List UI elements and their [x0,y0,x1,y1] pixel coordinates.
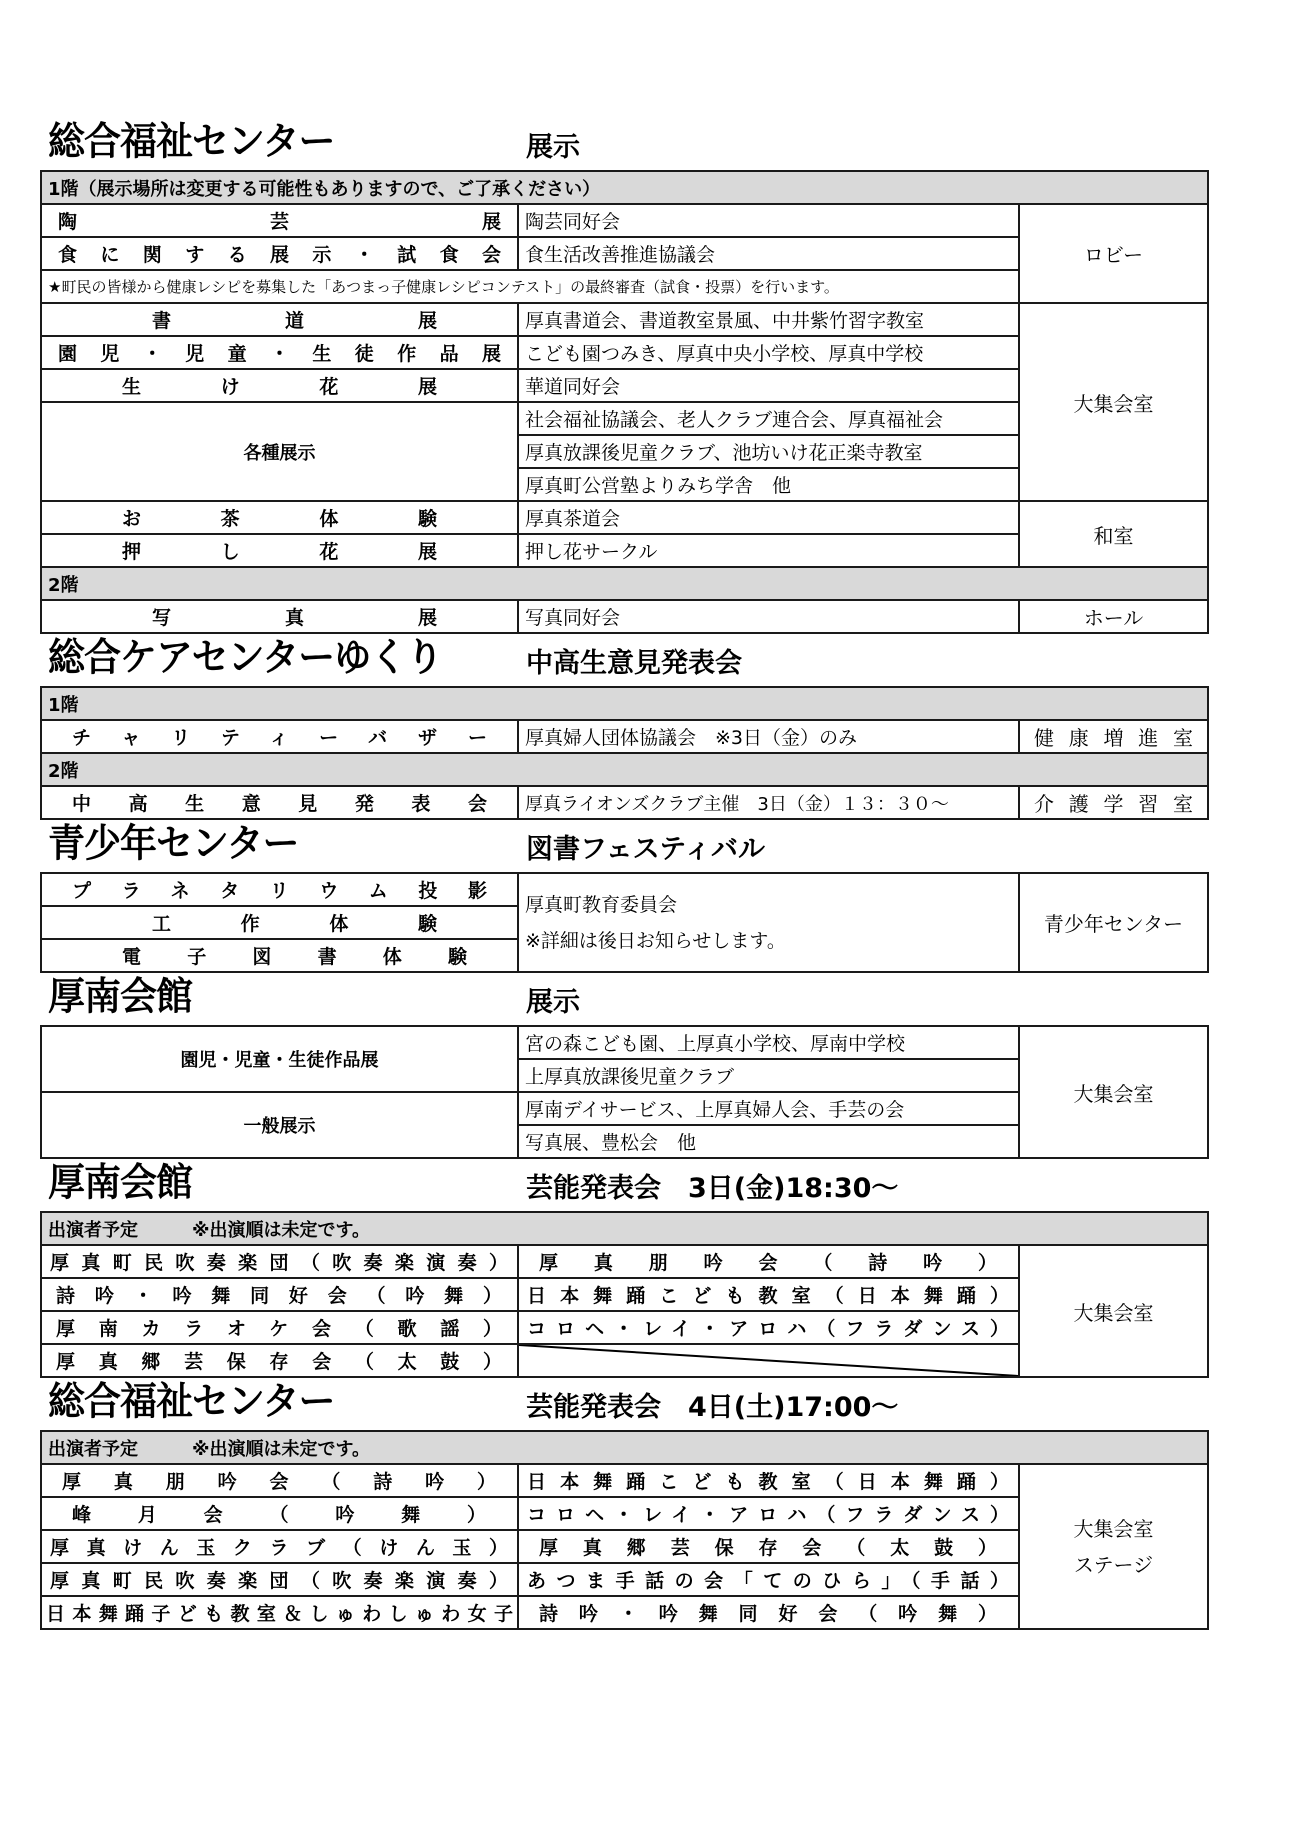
exhibit-org: 厚真茶道会 [518,501,1019,534]
welfare-performance-table [40,1430,1209,1630]
performer: コロヘ・レイ・アロハ（フラダンス） [518,1497,1019,1530]
exhibit-room: 青少年センター [1019,873,1208,972]
room-line: ステージ [1073,1552,1154,1577]
konan-performance-table [40,1211,1209,1378]
empty-slot [518,1344,1019,1377]
section-header [40,118,1207,170]
exhibit-room: ロビー [1019,204,1208,303]
performer: 厚真町民吹奏楽団（吹奏楽演奏） [41,1245,518,1278]
section-header [40,1159,1207,1211]
exhibit-org [518,873,1019,972]
performer: 厚真郷芸保存会（太鼓） [41,1344,518,1377]
exhibit-name: 電子図書体験 [41,939,518,972]
exhibit-room: 大集会室 [1019,1026,1208,1158]
exhibit-table [40,170,1209,634]
exhibit-name: 中高生意見発表会 [41,786,518,819]
performer: 厚真朋吟会（詩吟） [41,1464,518,1497]
exhibit-room: 健康増進室 [1019,720,1208,753]
section-header [40,634,1207,686]
exhibit-room: ホール [1019,600,1208,633]
exhibit-name: 一般展示 [41,1092,518,1158]
performers-label: 出演者予定 ※出演順は未定です。 [41,1212,1208,1245]
exhibit-name: 園児・児童・生徒作品展 [41,1026,518,1092]
performer: あつま手話の会「てのひら」（手話） [518,1563,1019,1596]
exhibit-org: 食生活改善推進協議会 [518,237,1019,270]
care-center-table [40,686,1209,820]
performer: 峰月会（吟舞） [41,1497,518,1530]
exhibit-room: 介護学習室 [1019,786,1208,819]
exhibit-org: 写真同好会 [518,600,1019,633]
youth-center-table [40,872,1209,973]
exhibit-name: 写真展 [41,600,518,633]
exhibit-org: 宮の森こども園、上厚真小学校、厚南中学校 [518,1026,1019,1059]
exhibit-name: 園児・児童・生徒作品展 [41,336,518,369]
event-title: 展示 [526,132,580,163]
exhibit-name: チャリティーバザー [41,720,518,753]
performer: 日本舞踊子ども教室＆しゅわしゅわ女子 [41,1596,518,1629]
venue-title: 厚南会館 [48,973,192,1019]
event-schedule-page [40,118,1207,1630]
venue-title: 総合福祉センター [48,1378,335,1424]
section-header [40,1378,1207,1430]
exhibit-name: 各種展示 [41,402,518,501]
floor-label: 1階 [41,687,1208,720]
exhibit-org: 陶芸同好会 [518,204,1019,237]
diagonal-line [519,1345,1018,1376]
performer: 厚真町民吹奏楽団（吹奏楽演奏） [41,1563,518,1596]
exhibit-org: 厚南デイサービス、上厚真婦人会、手芸の会 [518,1092,1019,1125]
exhibit-name: 押し花展 [41,534,518,567]
event-title: 図書フェスティバル [526,834,765,865]
performer: コロヘ・レイ・アロハ（フラダンス） [518,1311,1019,1344]
exhibit-org: 厚真放課後児童クラブ、池坊いけ花正楽寺教室 [518,435,1019,468]
venue-title: 青少年センター [48,820,299,866]
exhibit-org: 厚真ライオンズクラブ主催 3日（金）１３：３０～ [518,786,1019,819]
performer: 詩吟・吟舞同好会（吟舞） [41,1278,518,1311]
exhibit-name: 工作体験 [41,906,518,939]
exhibit-name: 陶芸展 [41,204,518,237]
exhibit-org: 写真展、豊松会 他 [518,1125,1019,1158]
exhibit-org: 押し花サークル [518,534,1019,567]
performer: 厚南カラオケ会（歌謡） [41,1311,518,1344]
exhibit-org: こども園つみき、厚真中央小学校、厚真中学校 [518,336,1019,369]
exhibit-name: お茶体験 [41,501,518,534]
floor-label: 2階 [41,567,1208,600]
exhibit-org: 厚真町公営塾よりみち学舎 他 [518,468,1019,501]
exhibit-name: 食に関する展示・試食会 [41,237,518,270]
exhibit-org: 厚真書道会、書道教室景風、中井紫竹習字教室 [518,303,1019,336]
exhibit-note: ★町民の皆様から健康レシピを募集した「あつまっ子健康レシピコンテスト」の最終審査（試食・投票）を行います。 [41,270,1019,303]
performer: 厚真朋吟会（詩吟） [518,1245,1019,1278]
floor-label: 1階（展示場所は変更する可能性もありますので、ご了承ください） [41,171,1208,204]
exhibit-org: 社会福祉協議会、老人クラブ連合会、厚真福祉会 [518,402,1019,435]
exhibit-org: 華道同好会 [518,369,1019,402]
event-title: 展示 [526,987,580,1018]
exhibit-room: 和室 [1019,501,1208,567]
org-line: 厚真町教育委員会 [525,893,678,916]
exhibit-name: プラネタリウム投影 [41,873,518,906]
floor-label: 2階 [41,753,1208,786]
exhibit-org: 厚真婦人団体協議会 ※3日（金）のみ [518,720,1019,753]
room-line: 大集会室 [1073,1516,1154,1541]
performer: 日本舞踊こども教室（日本舞踊） [518,1278,1019,1311]
exhibit-room: 大集会室 [1019,303,1208,501]
exhibit-org: 上厚真放課後児童クラブ [518,1059,1019,1092]
exhibit-name: 生け花展 [41,369,518,402]
exhibit-name: 書道展 [41,303,518,336]
exhibit-room [1019,1464,1208,1629]
exhibit-room: 大集会室 [1019,1245,1208,1377]
event-title: 芸能発表会 3日(金)18:30～ [526,1173,899,1204]
org-note: ※詳細は後日お知らせします。 [525,929,786,952]
section-header [40,973,1207,1025]
performer: 厚真郷芸保存会（太鼓） [518,1530,1019,1563]
section-header [40,820,1207,872]
event-title: 中高生意見発表会 [526,648,742,679]
konan-exhibit-table [40,1025,1209,1159]
performer: 詩吟・吟舞同好会（吟舞） [518,1596,1019,1629]
venue-title: 総合ケアセンターゆくり [48,634,443,680]
performers-label: 出演者予定 ※出演順は未定です。 [41,1431,1208,1464]
performer: 日本舞踊こども教室（日本舞踊） [518,1464,1019,1497]
performer: 厚真けん玉クラブ（けん玉） [41,1530,518,1563]
event-title: 芸能発表会 4日(土)17:00～ [526,1392,899,1423]
venue-title: 総合福祉センター [48,118,335,164]
venue-title: 厚南会館 [48,1159,192,1205]
